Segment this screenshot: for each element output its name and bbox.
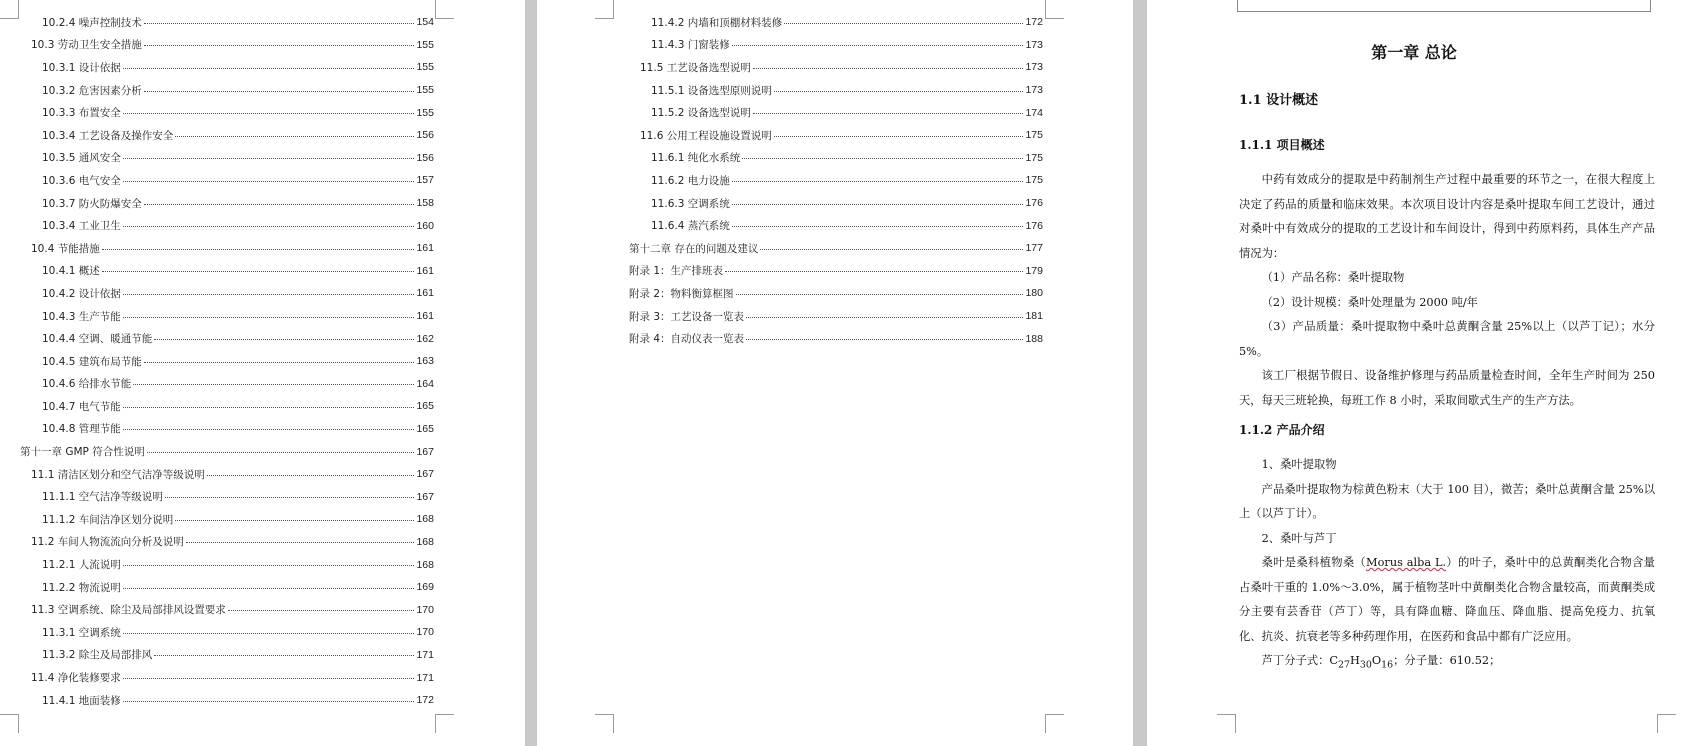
formula-line [1239,649,1655,678]
toc-dot-leader [123,672,415,679]
toc-entry-title: 11.6.2 电力设施 [651,174,730,187]
toc-entry-title: 10.4 节能措施 [31,242,100,255]
paragraph: 该工厂根据节假日、设备维护修理与药品质量检查时间，全年生产时间为 250 天，每天三班轮换，每班工作 8 小时，采取间歇式生产的生产方法。 [1239,369,1655,407]
toc-dot-leader [123,582,415,589]
toc-page-number: 155 [416,84,434,97]
toc-page-number: 157 [416,174,434,187]
toc-entry[interactable] [629,11,1043,34]
toc-entry[interactable] [20,463,434,486]
crop-mark [595,0,614,19]
crop-mark [1217,714,1236,733]
toc-entry[interactable] [629,327,1043,350]
paragraph: 产品桑叶提取物为棕黄色粉末（大于 100 目），微苦；桑叶总黄酮含量 25%以上（以芦丁计）。 [1239,482,1655,520]
toc-dot-leader [753,107,1024,114]
toc-entry[interactable] [629,147,1043,170]
toc-dot-leader [784,17,1023,24]
toc-dot-leader [123,152,415,159]
toc-entry-title: 10.4.8 管理节能 [42,423,121,436]
crop-mark [1045,0,1064,19]
toc-page-number: 160 [416,219,434,232]
toc-page-number: 169 [416,581,434,594]
toc-page-number: 168 [416,558,434,571]
toc-entry-title: 10.3.3 布置安全 [42,107,121,120]
toc-dot-leader [123,107,415,114]
toc-entry[interactable] [20,237,434,260]
toc-entry-title: 11.4.1 地面装修 [42,694,121,707]
toc-entry[interactable] [20,305,434,328]
chapter-body [1239,90,1655,678]
toc-entry[interactable] [20,689,434,712]
toc-entry-title: 附录 4：自动仪表一览表 [629,333,745,346]
formula-text: 芦丁分子式：C [1261,654,1339,667]
toc-dot-leader [144,85,415,92]
toc-entry-title: 10.3.1 设计依据 [42,61,121,74]
toc-entry[interactable] [20,101,434,124]
toc-page-number: 156 [416,129,434,142]
toc-page-number: 167 [416,490,434,503]
crop-mark [1045,714,1064,733]
document-page-1 [0,0,525,746]
toc-entry-title: 10.4.5 建筑布局节能 [42,355,142,368]
toc-entry-title: 11.6.4 蒸汽系统 [651,220,730,233]
toc-entry-title: 附录 1：生产排班表 [629,265,724,278]
formula-subscript: 30 [1359,659,1372,671]
paragraph [1239,551,1655,649]
toc-page-number: 161 [416,287,434,300]
toc-entry-title: 10.3.4 工业卫生 [42,220,121,233]
toc-entry-title: 10.3 劳动卫生安全措施 [31,39,142,52]
toc-page-number: 158 [416,197,434,210]
toc-dot-leader [753,62,1024,69]
toc-page-number: 172 [1025,16,1043,29]
document-page-3 [1147,0,1681,746]
toc-dot-leader [144,356,415,363]
toc-dot-leader [732,175,1024,182]
toc-entry-title: 11.2.2 物流说明 [42,581,121,594]
toc-entry[interactable] [20,666,434,689]
toc-dot-leader [102,265,415,272]
toc-entry[interactable] [629,192,1043,215]
toc-entry[interactable] [20,124,434,147]
toc-entry-title: 11.3 空调系统、除尘及局部排风设置要求 [31,604,226,617]
toc-dot-leader [760,243,1023,250]
toc-page-number: 168 [416,535,434,548]
toc-entry[interactable] [20,260,434,283]
toc-entry[interactable] [20,644,434,667]
toc-entry[interactable] [629,34,1043,57]
toc-entry-title: 11.1.2 车间洁净区划分说明 [42,513,174,526]
toc-entry-title: 10.3.6 电气安全 [42,174,121,187]
toc-dot-leader [186,536,415,543]
toc-entry[interactable] [629,214,1043,237]
toc-dot-leader [102,243,415,250]
toc-dot-leader [228,604,415,611]
toc-dot-leader [144,39,415,46]
toc-entry-title: 10.4.6 给排水节能 [42,378,132,391]
toc-dot-leader [123,220,415,227]
list-item: （2）设计规模：桑叶处理量为 2000 吨/年 [1261,295,1478,309]
document-page-2 [537,0,1133,746]
toc-entry[interactable] [20,508,434,531]
toc-entry[interactable] [629,282,1043,305]
crop-mark [435,0,454,19]
toc-entry-title: 11.1 清洁区划分和空气洁净等级说明 [31,468,205,481]
toc-page-number: 156 [416,151,434,164]
toc-page-number: 188 [1025,332,1043,345]
toc-page-number: 161 [416,242,434,255]
subsection-heading: 1.1.1 项目概述 [1239,138,1325,152]
crop-mark [0,714,19,733]
toc-entry-title: 11.3.2 除尘及局部排风 [42,649,153,662]
toc-entry-title: 10.4.1 概述 [42,265,100,278]
toc-dot-leader [774,130,1024,137]
toc-entry[interactable] [20,79,434,102]
toc-page-number: 154 [416,16,434,29]
toc-entry-title: 11.2 车间人物流流向分析及说明 [31,536,184,549]
toc-page-number: 181 [1025,310,1043,323]
toc-page-number: 164 [416,377,434,390]
formula-text: ；分子量：610.52； [1393,654,1501,667]
toc-page-number: 167 [416,468,434,481]
toc-entry-title: 10.4.4 空调、暖通节能 [42,333,153,346]
toc-dot-leader [732,198,1024,205]
toc-dot-leader [123,423,415,430]
paragraph-text: 桑叶是桑科植物桑（ [1261,556,1367,569]
toc-page-number: 168 [416,513,434,526]
toc-page-number: 161 [416,264,434,277]
toc-entry[interactable] [629,169,1043,192]
toc-dot-leader [144,17,415,24]
toc-dot-leader [742,152,1023,159]
toc-entry-title: 11.5 工艺设备选型说明 [640,61,751,74]
toc-entry[interactable] [629,101,1043,124]
formula-subscript: 16 [1381,659,1394,671]
toc-dot-leader [123,627,415,634]
table-of-contents [629,11,1043,350]
toc-entry[interactable] [20,214,434,237]
toc-dot-leader [123,62,415,69]
toc-page-number: 155 [416,61,434,74]
toc-entry[interactable] [20,553,434,576]
paragraph-text: ）的叶子，桑叶中的总黄酮类化合物含量占桑叶干重的 1.0%～3.0%，属于植物茎叶中黄酮类化合物含量较高，而黄酮类成分主要有芸香苷（芦丁）等，具有降血糖、降血压、降血脂、提高免疫力、抗氧化、抗炎、抗衰老等多种药理作用，在医药和食品中都有广泛应用。 [1239,556,1655,643]
formula-text: H [1350,654,1360,667]
toc-entry[interactable] [20,327,434,350]
toc-entry[interactable] [20,576,434,599]
toc-page-number: 171 [416,648,434,661]
toc-entry[interactable] [20,11,434,34]
toc-entry-title: 10.3.7 防火防爆安全 [42,197,142,210]
toc-dot-leader [144,198,415,205]
toc-page-number: 165 [416,422,434,435]
toc-entry-title: 11.6.3 空调系统 [651,197,730,210]
section-heading: 1.1 设计概述 [1239,93,1319,108]
toc-dot-leader [732,220,1024,227]
toc-entry-title: 10.3.2 危害因素分析 [42,84,142,97]
table-of-contents [20,11,434,711]
toc-dot-leader [154,333,414,340]
toc-dot-leader [123,695,415,702]
toc-entry[interactable] [20,531,434,554]
toc-page-number: 177 [1025,242,1043,255]
subsection-heading: 1.1.2 产品介绍 [1239,423,1325,437]
toc-dot-leader [123,401,415,408]
toc-entry[interactable] [20,598,434,621]
toc-entry-title: 10.4.2 设计依据 [42,287,121,300]
toc-entry[interactable] [629,260,1043,283]
toc-entry-title: 11.4 净化装修要求 [31,672,121,685]
toc-page-number: 176 [1025,219,1043,232]
toc-page-number: 173 [1025,38,1043,51]
toc-page-number: 167 [416,445,434,458]
list-item: （1）产品名称：桑叶提取物 [1261,271,1405,284]
toc-entry-title: 附录 2：物料衡算框图 [629,287,734,300]
toc-page-number: 175 [1025,151,1043,164]
toc-entry[interactable] [20,147,434,170]
toc-page-number: 176 [1025,197,1043,210]
toc-entry[interactable] [20,418,434,441]
header-rule [1237,0,1651,12]
toc-page-number: 173 [1025,61,1043,74]
toc-page-number: 174 [1025,106,1043,119]
toc-page-number: 163 [416,355,434,368]
toc-dot-leader [746,333,1023,340]
toc-entry[interactable] [20,34,434,57]
toc-dot-leader [774,85,1024,92]
formula-text: O [1371,654,1382,667]
toc-page-number: 170 [416,626,434,639]
toc-entry[interactable] [20,440,434,463]
toc-page-number: 165 [416,400,434,413]
toc-page-number: 175 [1025,129,1043,142]
toc-entry[interactable] [629,124,1043,147]
toc-dot-leader [736,288,1024,295]
toc-dot-leader [175,514,414,521]
toc-entry-title: 第十二章 存在的问题及建议 [629,242,759,255]
crop-mark [0,0,19,19]
toc-page-number: 172 [416,694,434,707]
toc-entry-title: 10.3.4 工艺设备及操作安全 [42,129,174,142]
toc-dot-leader [746,311,1023,318]
toc-entry[interactable] [629,79,1043,102]
toc-page-number: 180 [1025,287,1043,300]
toc-dot-leader [133,378,414,385]
crop-mark [435,714,454,733]
toc-entry[interactable] [20,621,434,644]
list-item: 1、桑叶提取物 [1261,458,1337,471]
toc-entry[interactable] [629,237,1043,260]
toc-entry[interactable] [20,350,434,373]
toc-entry[interactable] [20,192,434,215]
toc-dot-leader [207,469,415,476]
toc-entry-title: 10.3.5 通风安全 [42,152,121,165]
toc-entry-title: 11.4.3 门窗装修 [651,39,730,52]
toc-dot-leader [154,649,414,656]
toc-entry-title: 11.6 公用工程设施设置说明 [640,129,772,142]
toc-dot-leader [123,288,415,295]
list-item: 2、桑叶与芦丁 [1261,531,1337,545]
latin-name: Morus alba L. [1366,556,1447,569]
toc-entry-title: 10.4.7 电气节能 [42,400,121,413]
list-item: （3）产品质量：桑叶提取物中桑叶总黄酮含量 25%以上（以芦丁记）；水分 5%。 [1239,320,1655,358]
toc-entry-title: 11.4.2 内墙和顶棚材料装修 [651,16,783,29]
toc-dot-leader [123,175,415,182]
toc-entry-title: 11.5.1 设备选型原则说明 [651,84,772,97]
toc-page-number: 170 [416,603,434,616]
toc-dot-leader [123,311,415,318]
toc-dot-leader [732,39,1024,46]
chapter-title: 第一章 总论 [1371,43,1457,62]
toc-dot-leader [175,130,414,137]
toc-dot-leader [147,446,415,453]
toc-page-number: 161 [416,310,434,323]
toc-dot-leader [725,265,1023,272]
toc-entry-title: 11.5.2 设备选型说明 [651,107,751,120]
toc-entry-title: 附录 3：工艺设备一览表 [629,310,745,323]
toc-page-number: 173 [1025,84,1043,97]
toc-page-number: 155 [416,38,434,51]
toc-page-number: 175 [1025,174,1043,187]
toc-entry[interactable] [20,485,434,508]
toc-entry[interactable] [20,373,434,396]
toc-page-number: 155 [416,106,434,119]
toc-entry-title: 11.1.1 空气洁净等级说明 [42,491,163,504]
toc-entry[interactable] [20,282,434,305]
toc-entry-title: 11.3.1 空调系统 [42,626,121,639]
toc-entry[interactable] [629,305,1043,328]
formula-subscript: 27 [1338,659,1351,671]
crop-mark [595,714,614,733]
toc-page-number: 171 [416,671,434,684]
toc-dot-leader [165,491,415,498]
toc-entry-title: 11.6.1 纯化水系统 [651,152,741,165]
toc-entry-title: 10.2.4 噪声控制技术 [42,16,142,29]
paragraph: 中药有效成分的提取是中药制剂生产过程中最重要的环节之一，在很大程度上决定了药品的质量和临床效果。本次项目设计内容是桑叶提取车间工艺设计，通过对桑叶中有效成分的提取的工艺设计和车间设计，得到中药原料药，具体生产产品情况为： [1239,173,1655,260]
toc-entry[interactable] [20,56,434,79]
crop-mark [1657,714,1676,733]
toc-entry-title: 10.4.3 生产节能 [42,310,121,323]
toc-entry[interactable] [629,56,1043,79]
toc-page-number: 162 [416,332,434,345]
toc-dot-leader [123,559,415,566]
toc-entry[interactable] [20,395,434,418]
toc-entry[interactable] [20,169,434,192]
toc-entry-title: 11.2.1 人流说明 [42,559,121,572]
toc-entry-title: 第十一章 GMP 符合性说明 [20,446,145,459]
toc-page-number: 179 [1025,264,1043,277]
